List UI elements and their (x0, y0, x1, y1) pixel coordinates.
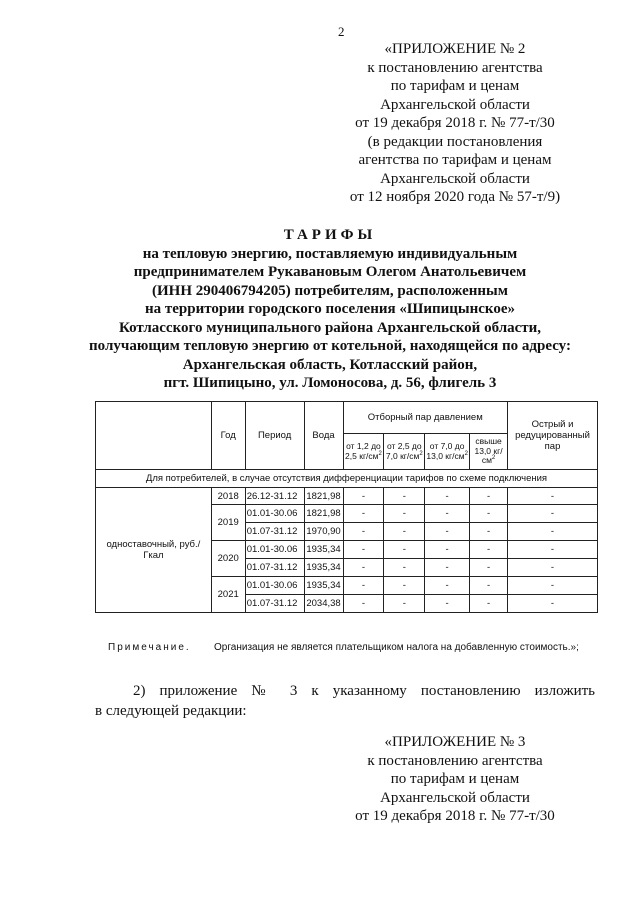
appendix-line: «ПРИЛОЖЕНИЕ № 2 (384, 41, 526, 57)
dash-cell: - (343, 488, 384, 505)
period-cell: 01.01-30.06 (245, 541, 304, 559)
dash-cell: - (470, 488, 508, 505)
dash-cell: - (425, 577, 470, 595)
water-cell: 1821,98 (304, 505, 343, 523)
title-line: предпринимателем Рукавановым Олегом Анатольевичем (133, 264, 527, 280)
dash-cell: - (470, 559, 508, 577)
water-cell: 1935,34 (304, 541, 343, 559)
header-steam-4: свыше 13,0 $кг/см^2$ (470, 434, 508, 470)
title-line: на тепловую энергию, поставляемую индивидуальным (142, 245, 518, 262)
header-steam-3: от 7,0 до 13,0 $кг/см^2$ (425, 434, 470, 470)
appendix-line: «ПРИЛОЖЕНИЕ № 3 (384, 734, 526, 750)
header-water: Вода (304, 402, 343, 470)
table-section-label: Для потребителей, в случае отсутствия дифференциации тарифов по схеме подключения (96, 470, 598, 488)
dash-cell: - (425, 595, 470, 613)
period-cell: 01.07-31.12 (245, 523, 304, 541)
title-line: пгт. Шипицыно, ул. Ломоносова, д. 56, флигель 3 (163, 375, 497, 391)
header-period: Период (245, 402, 304, 470)
water-cell: 2034,38 (304, 595, 343, 613)
dash-cell: - (384, 559, 425, 577)
title-line: Котласского муниципального района Архангельской области, (118, 319, 542, 336)
dash-cell: - (384, 505, 425, 523)
body-paragraph (95, 681, 595, 721)
dash-cell: - (384, 488, 425, 505)
dash-cell: - (343, 523, 384, 541)
year-cell: 2021 (211, 577, 245, 613)
header-year: Год (211, 402, 245, 470)
appendix-line: к постановлению агентства (367, 752, 543, 769)
header-steam-group: Отборный пар давлением (343, 402, 507, 434)
year-cell: 2019 (211, 505, 245, 541)
appendix-line: Архангельской области (380, 96, 530, 113)
appendix-line: от 12 ноября 2020 года № 57-т/9) (349, 189, 561, 205)
page-number: 2 (338, 24, 345, 39)
dash-cell: - (384, 541, 425, 559)
period-cell: 26.12-31.12 (245, 488, 304, 505)
paragraph-line: 2) приложение № 3 к указанному постановлению изложить (133, 683, 595, 699)
title-line: получающим тепловую энергию от котельной, находящейся по адресу: (89, 338, 571, 354)
header-empty-cell (96, 402, 212, 470)
period-cell: 01.01-30.06 (245, 577, 304, 595)
water-cell: 1970,90 (304, 523, 343, 541)
note-label: Примечание. (108, 642, 191, 653)
dash-cell: - (425, 505, 470, 523)
dash-cell: - (470, 505, 508, 523)
appendix-line: Архангельской области (380, 789, 530, 806)
title-line: Архангельская область, Котласский район, (182, 356, 478, 373)
appendix-line: агентства по тарифам и ценам (358, 152, 552, 168)
year-cell: 2018 (211, 488, 245, 505)
dash-cell: - (508, 559, 598, 577)
appendix-line: от 19 декабря 2018 г. № 77-т/30 (355, 115, 555, 131)
document-title (60, 226, 600, 393)
appendix-line: по тарифам и ценам (390, 771, 520, 787)
dash-cell: - (343, 559, 384, 577)
year-cell: 2020 (211, 541, 245, 577)
dash-cell: - (384, 577, 425, 595)
appendix-line: к постановлению агентства (367, 59, 543, 76)
appendix-line: (в редакции постановления (367, 133, 543, 150)
dash-cell: - (470, 577, 508, 595)
dash-cell: - (425, 559, 470, 577)
period-cell: 01.07-31.12 (245, 559, 304, 577)
dash-cell: - (470, 523, 508, 541)
water-cell: 1935,34 (304, 559, 343, 577)
title-line: на территории городского поселения «Шипицынское» (144, 301, 516, 317)
dash-cell: - (425, 523, 470, 541)
dash-cell: - (384, 523, 425, 541)
appendix-header-bottom (330, 733, 580, 826)
dash-cell: - (508, 505, 598, 523)
dash-cell: - (470, 595, 508, 613)
dash-cell: - (508, 577, 598, 595)
dash-cell: - (425, 541, 470, 559)
dash-cell: - (508, 523, 598, 541)
dash-cell: - (343, 541, 384, 559)
dash-cell: - (508, 595, 598, 613)
paragraph-line: в следующей редакции: (95, 703, 247, 719)
note-text: Организация не является плательщиком налога на добавленную стоимость.»; (214, 642, 579, 653)
dash-cell: - (508, 488, 598, 505)
header-sharp-steam: Острый и редуцированный пар (508, 402, 598, 470)
dash-cell: - (425, 488, 470, 505)
dash-cell: - (470, 541, 508, 559)
period-cell: 01.07-31.12 (245, 595, 304, 613)
appendix-line: от 19 декабря 2018 г. № 77-т/30 (355, 808, 555, 824)
dash-cell: - (343, 505, 384, 523)
dash-cell: - (343, 595, 384, 613)
dash-cell: - (508, 541, 598, 559)
tariff-table (95, 401, 598, 613)
period-cell: 01.01-30.06 (245, 505, 304, 523)
title-line: (ИНН 290406794205) потребителям, расположенным (152, 282, 508, 299)
appendix-header-top (330, 40, 580, 207)
header-steam-1: от 1,2 до 2,5 $кг/см^2$ (343, 434, 384, 470)
water-cell: 1821,98 (304, 488, 343, 505)
appendix-line: по тарифам и ценам (390, 78, 520, 94)
row-label: одноставочный, руб./Гкал (96, 488, 212, 613)
appendix-line: Архангельской области (380, 170, 530, 187)
dash-cell: - (343, 577, 384, 595)
dash-cell: - (384, 595, 425, 613)
title-heading: ТАРИФЫ (283, 227, 377, 243)
header-steam-2: от 2,5 до 7,0 $кг/см^2$ (384, 434, 425, 470)
water-cell: 1935,34 (304, 577, 343, 595)
